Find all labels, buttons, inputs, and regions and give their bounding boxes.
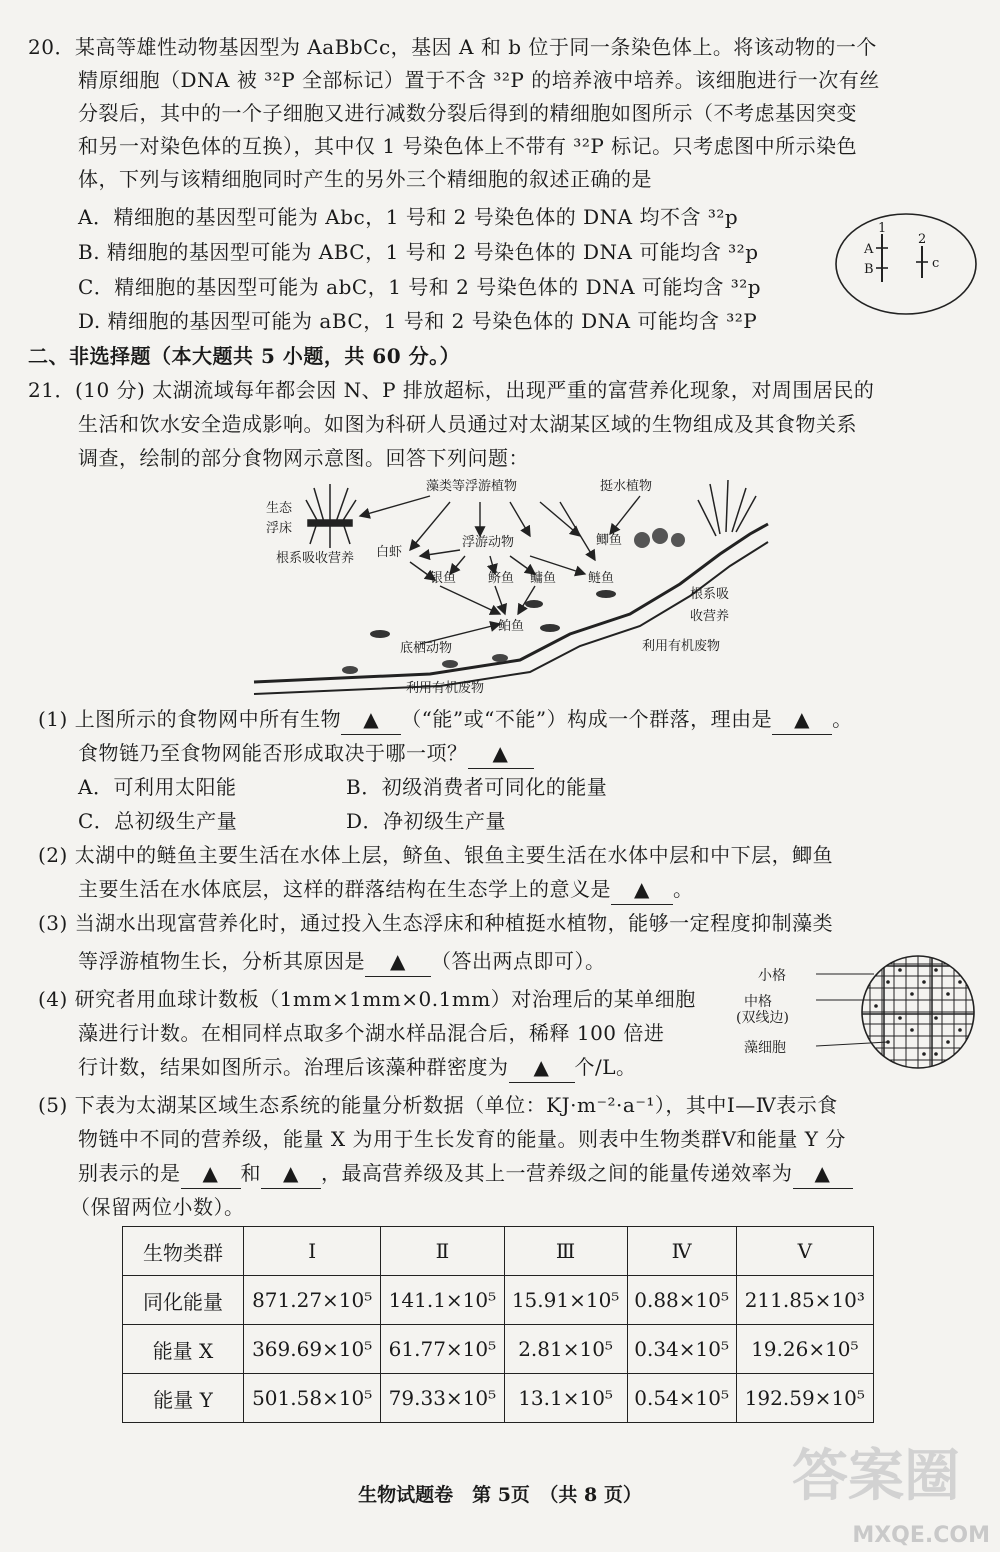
floating-bed-label-2: 浮床 xyxy=(266,521,293,536)
floating-bed-plant-icon xyxy=(306,484,356,548)
gene-b-label: B xyxy=(864,262,874,277)
answer-blank: ▲ xyxy=(772,704,832,735)
q21-p5-text-b: 和 xyxy=(240,1161,261,1185)
hemocytometer-diagram xyxy=(792,954,988,1070)
algae-cell-label: 藻细胞 xyxy=(744,1040,786,1056)
table-row xyxy=(123,1374,874,1423)
q21-part4-line3 xyxy=(78,1052,637,1083)
q21-part3-line2 xyxy=(78,946,606,977)
q21-p4-text: 行计数，结果如图所示。治理后该藻种群密度为 xyxy=(78,1055,509,1079)
q21-p1-option-c: C．总初级生产量 xyxy=(78,809,238,833)
q21-part4-line1: (4) 研究者用血球计数板（1mm×1mm×0.1mm）对治理后的某单细胞 xyxy=(38,987,696,1011)
table-cell: 0.34×10⁵ xyxy=(627,1325,736,1374)
organic-waste-label-right: 利用有机废物 xyxy=(642,639,721,654)
table-cell: 13.1×10⁵ xyxy=(504,1374,627,1423)
q20-option-b: B. 精细胞的基因型可能为 ABC，1 号和 2 号染色体的 DNA 可能均含 ³²p xyxy=(78,240,759,264)
q20-line-3: 分裂后，其中的一个子细胞又进行减数分裂后得到的精细胞如图所示（不考虑基因突变 xyxy=(78,101,857,125)
q21-part2-line2 xyxy=(78,874,694,905)
q21-p1-option-d: D．净初级生产量 xyxy=(346,809,507,833)
small-square-label: 小格 xyxy=(758,968,786,984)
q21-part2-line1: (2) 太湖中的鲢鱼主要生活在水体上层，鲚鱼、银鱼主要生活在水体中层和中下层，鲫鱼 xyxy=(38,843,834,867)
q21-p1-option-b: B．初级消费者可同化的能量 xyxy=(346,775,608,799)
answer-blank: ▲ xyxy=(793,1158,853,1189)
q20-option-d: D. 精细胞的基因型可能为 aBC，1 号和 2 号染色体的 DNA 可能均含 ³²P xyxy=(78,309,758,333)
q21-p4-end: 个/L。 xyxy=(574,1055,637,1079)
gene-c-label: c xyxy=(932,256,940,271)
benthic-animal-icon xyxy=(342,654,508,674)
food-web-diagram xyxy=(250,474,770,702)
q21-part3-line1: (3) 当湖水出现富营养化时，通过投入生态浮床和种植挺水植物，能够一定程度抑制藻类 xyxy=(38,911,834,935)
answer-blank: ▲ xyxy=(261,1158,321,1189)
q21-part5-line3 xyxy=(78,1158,853,1189)
answer-blank: ▲ xyxy=(341,704,401,735)
chromosome-2-label: 2 xyxy=(918,232,927,247)
table-header-cell: Ⅱ xyxy=(381,1227,504,1276)
organic-waste-label-bottom: 利用有机废物 xyxy=(406,681,485,696)
watermark-logo: 答案圈 xyxy=(792,1444,960,1509)
q20-option-a: A．精细胞的基因型可能为 Abc，1 号和 2 号染色体的 DNA 均不含 ³²p xyxy=(78,205,739,229)
table-cell: 0.54×10⁵ xyxy=(627,1374,736,1423)
q21-p1-text-b: （“能”或“不能”）构成一个群落，理由是 xyxy=(401,707,773,731)
q20-line-5: 体，下列与该精细胞同时产生的另外三个精细胞的叙述正确的是 xyxy=(78,167,652,191)
silverfish-label: 银鱼 xyxy=(430,571,457,586)
table-header-row xyxy=(123,1227,874,1276)
q21-p5-text-a: 别表示的是 xyxy=(78,1161,181,1185)
section-2-heading: 二、非选择题（本大题共 5 小题，共 60 分。） xyxy=(28,344,461,368)
table-cell: 15.91×10⁵ xyxy=(504,1276,627,1325)
table-header-cell: Ⅰ xyxy=(244,1227,381,1276)
plankton-label: 藻类等浮游植物 xyxy=(426,479,518,494)
answer-blank: ▲ xyxy=(181,1158,241,1189)
q21-p2-end: 。 xyxy=(673,877,694,901)
q21-part1-line2 xyxy=(78,738,534,769)
q21-p5-text-c: ，最高营养级及其上一营养级之间的能量传递效率为 xyxy=(321,1161,793,1185)
q21-part5-line2: 物链中不同的营养级，能量 X 为用于生长发育的能量。则表中生物类群Ⅴ和能量 Y 分 xyxy=(78,1127,846,1151)
table-cell: 211.85×10³ xyxy=(736,1276,873,1325)
table-header-cell: 生物类群 xyxy=(123,1227,244,1276)
double-line-label: (双线边) xyxy=(736,1010,789,1026)
q21-part4-line2: 藻进行计数。在相同样点取多个湖水样品混合后，稀释 100 倍进 xyxy=(78,1021,665,1045)
q21-p1-text-a: (1) 上图所示的食物网中所有生物 xyxy=(38,707,342,731)
table-cell: 79.33×10⁵ xyxy=(381,1374,504,1423)
q21-p3-text: 等浮游植物生长，分析其原因是 xyxy=(78,949,365,973)
root-absorb-label-1: 根系吸收营养 xyxy=(276,551,355,566)
table-cell: 19.26×10⁵ xyxy=(736,1325,873,1374)
table-cell: 能量 X xyxy=(123,1325,244,1374)
table-header-cell: Ⅳ xyxy=(627,1227,736,1276)
q21-part5-line4: （保留两位小数）。 xyxy=(70,1195,245,1219)
chromosome-1-label: 1 xyxy=(878,221,887,236)
energy-table xyxy=(122,1226,874,1423)
q21-part1-line1 xyxy=(38,704,853,735)
watermark-url: MXQE.COM xyxy=(852,1523,990,1548)
bighead-carp-label: 鳙鱼 xyxy=(530,571,557,586)
q21-intro-3: 调查，绘制的部分食物网示意图。回答下列问题： xyxy=(78,446,529,470)
table-cell: 2.81×10⁵ xyxy=(504,1325,627,1374)
root-absorb-label-2b: 收营养 xyxy=(690,609,730,624)
table-cell: 0.88×10⁵ xyxy=(627,1276,736,1325)
q21-part5-line1: (5) 下表为太湖某区域生态系统的能量分析数据（单位：KJ·m⁻²·a⁻¹），其中Ⅰ—Ⅳ表示食 xyxy=(38,1093,838,1117)
culter-label: 鲌鱼 xyxy=(498,619,525,634)
q20-option-c: C．精细胞的基因型可能为 abC，1 号和 2 号染色体的 DNA 可能均含 ³²p xyxy=(78,275,762,299)
q20-line-2: 精原细胞（DNA 被 ³²P 全部标记）置于不含 ³²P 的培养液中培养。该细胞进行一次有丝 xyxy=(78,68,880,92)
sperm-cell-diagram xyxy=(832,210,982,320)
answer-blank: ▲ xyxy=(611,874,673,905)
emergent-plant-icon xyxy=(698,480,756,536)
page-footer: 生物试题卷 第 5页 （共 8 页） xyxy=(358,1484,642,1506)
table-cell: 61.77×10⁵ xyxy=(381,1325,504,1374)
anchovy-label: 鲚鱼 xyxy=(488,571,515,586)
q21-intro-2: 生活和饮水安全造成影响。如图为科研人员通过对太湖某区域的生物组成及其食物关系 xyxy=(78,412,857,436)
table-cell: 能量 Y xyxy=(123,1374,244,1423)
benthic-animal-label: 底栖动物 xyxy=(400,641,453,656)
table-cell: 192.59×10⁵ xyxy=(736,1374,873,1423)
zooplankton-label: 浮游动物 xyxy=(462,535,515,550)
lotus-leaf-icon xyxy=(634,528,685,548)
table-row xyxy=(123,1325,874,1374)
q21-intro-1: 21．(10 分) 太湖流域每年都会因 N、P 排放超标，出现严重的富营养化现象，对周围居民的 xyxy=(28,378,875,402)
table-cell: 871.27×10⁵ xyxy=(244,1276,381,1325)
answer-blank: ▲ xyxy=(468,738,534,769)
q21-p1-question: 食物链乃至食物网能否形成取决于哪一项？ xyxy=(78,741,468,765)
table-cell: 369.69×10⁵ xyxy=(244,1325,381,1374)
table-header-cell: Ⅲ xyxy=(504,1227,627,1276)
table-cell: 同化能量 xyxy=(123,1276,244,1325)
table-header-cell: Ⅴ xyxy=(736,1227,873,1276)
q20-line-1: 20．某高等雄性动物基因型为 AaBbCc，基因 A 和 b 位于同一条染色体上。将该动物的一个 xyxy=(28,35,877,59)
q21-p1-option-a: A．可利用太阳能 xyxy=(78,775,237,799)
root-absorb-label-2a: 根系吸 xyxy=(690,587,730,602)
q21-p2-text: 主要生活在水体底层，这样的群落结构在生态学上的意义是 xyxy=(78,877,611,901)
q20-line-4: 和另一对染色体的互换），其中仅 1 号染色体上不带有 ³²P 标记。只考虑图中所示染色 xyxy=(78,134,858,158)
gene-a-label: A xyxy=(864,242,874,257)
table-row xyxy=(123,1276,874,1325)
q21-p1-text-c: 。 xyxy=(832,707,853,731)
crucian-carp-label: 鲫鱼 xyxy=(596,533,623,548)
emergent-plant-label: 挺水植物 xyxy=(600,479,653,494)
table-cell: 501.58×10⁵ xyxy=(244,1374,381,1423)
table-cell: 141.1×10⁵ xyxy=(381,1276,504,1325)
answer-blank: ▲ xyxy=(365,946,431,977)
white-shrimp-label: 白虾 xyxy=(376,545,403,560)
q21-p3-end: （答出两点即可）。 xyxy=(431,949,606,973)
answer-blank: ▲ xyxy=(509,1052,575,1083)
silver-carp-label: 鲢鱼 xyxy=(588,571,615,586)
middle-square-label: 中格 xyxy=(744,994,772,1010)
floating-bed-label-1: 生态 xyxy=(266,501,293,516)
